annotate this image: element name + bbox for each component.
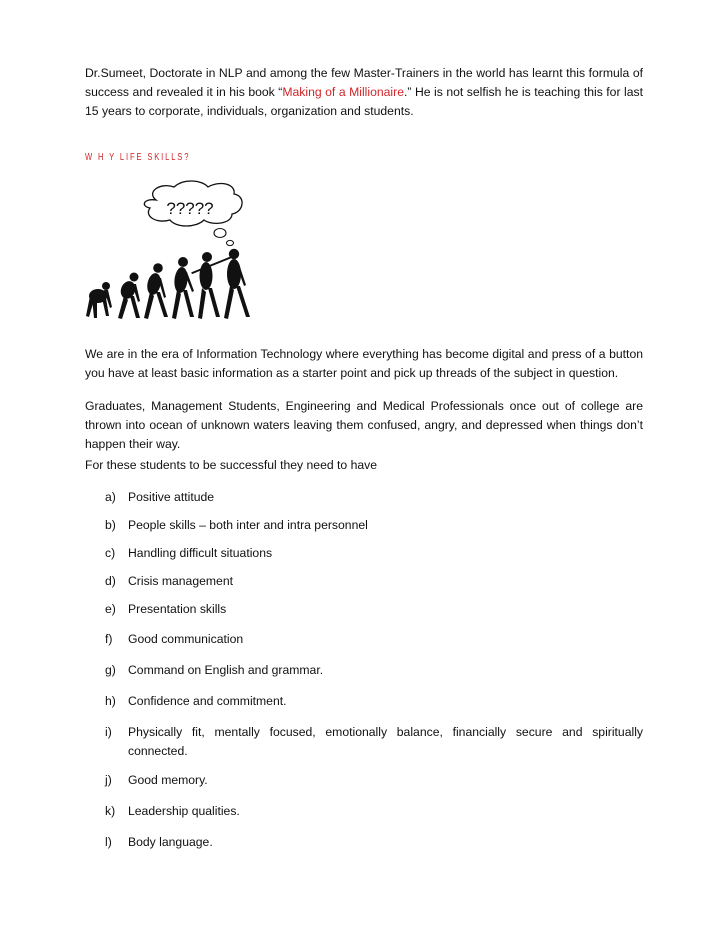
list-marker: i) xyxy=(105,725,112,739)
intro-text-start: Dr.Sumeet, Doctorate in NLP and among the few Master-Trainers in the world has learnt this formula of success and revealed it in his book “ xyxy=(85,66,643,99)
thought-cloud xyxy=(144,181,242,246)
intro-paragraph xyxy=(85,64,643,120)
ape-figure xyxy=(86,282,112,318)
list-marker: e) xyxy=(105,602,116,616)
graduates-text: Graduates, Management Students, Engineering and Medical Professionals once out of college are thrown into ocean of unknown waters leaving them confused, angry, and depressed when things don’t happen their way. xyxy=(85,399,643,451)
section-heading: W H Y LIFE SKILLS? xyxy=(85,151,191,163)
early-hominid-figure xyxy=(118,273,140,320)
list-item-text: Crisis management xyxy=(128,574,233,588)
evolution-figures xyxy=(86,249,250,319)
era-text: We are in the era of Information Technology where everything has become digital and press of a button you have at least basic information as a starter point and pick up threads of the subject in question. xyxy=(85,347,643,380)
list-item-text: Leadership qualities. xyxy=(128,804,240,818)
list-marker: l) xyxy=(105,835,112,849)
list-item-text: Body language. xyxy=(128,835,213,849)
list-marker: j) xyxy=(105,773,112,787)
list-item-text: Good communication xyxy=(128,632,244,646)
list-item-text: Confidence and commitment. xyxy=(128,694,287,708)
list-item-text: Good memory. xyxy=(128,773,208,787)
hominid-figure xyxy=(144,263,168,319)
lead-in-text: For these students to be successful they need to have xyxy=(85,458,378,472)
caveman-figure xyxy=(172,257,194,319)
list-marker: d) xyxy=(105,574,116,588)
list-marker: k) xyxy=(105,804,116,818)
evolution-illustration xyxy=(84,178,274,328)
lead-in-paragraph xyxy=(85,456,643,475)
list-marker: a) xyxy=(105,490,116,504)
thought-text: ????? xyxy=(166,199,214,218)
list-item-text: Presentation skills xyxy=(128,602,227,616)
list-item-text: Handling difficult situations xyxy=(128,546,273,560)
list-marker: f) xyxy=(105,632,113,646)
intro-text-end: .” He is not selfish he is teaching this for last 15 years to corporate, individuals, organization and students. xyxy=(85,84,643,118)
list-item-text: Positive attitude xyxy=(128,490,215,504)
list-marker: b) xyxy=(105,518,116,532)
list-item-text: Command on English and grammar. xyxy=(128,663,324,677)
list-marker: g) xyxy=(105,663,116,677)
list-marker: c) xyxy=(105,546,116,560)
list-marker: h) xyxy=(105,694,116,708)
graduates-paragraph xyxy=(85,397,643,453)
era-paragraph xyxy=(85,345,643,383)
list-item-text: People skills – both inter and intra personnel xyxy=(128,518,368,532)
book-title: Making of a Millionaire xyxy=(282,84,404,99)
list-item-text: Physically fit, mentally focused, emotionally balance, financially secure and spiritually connected. xyxy=(128,725,643,758)
